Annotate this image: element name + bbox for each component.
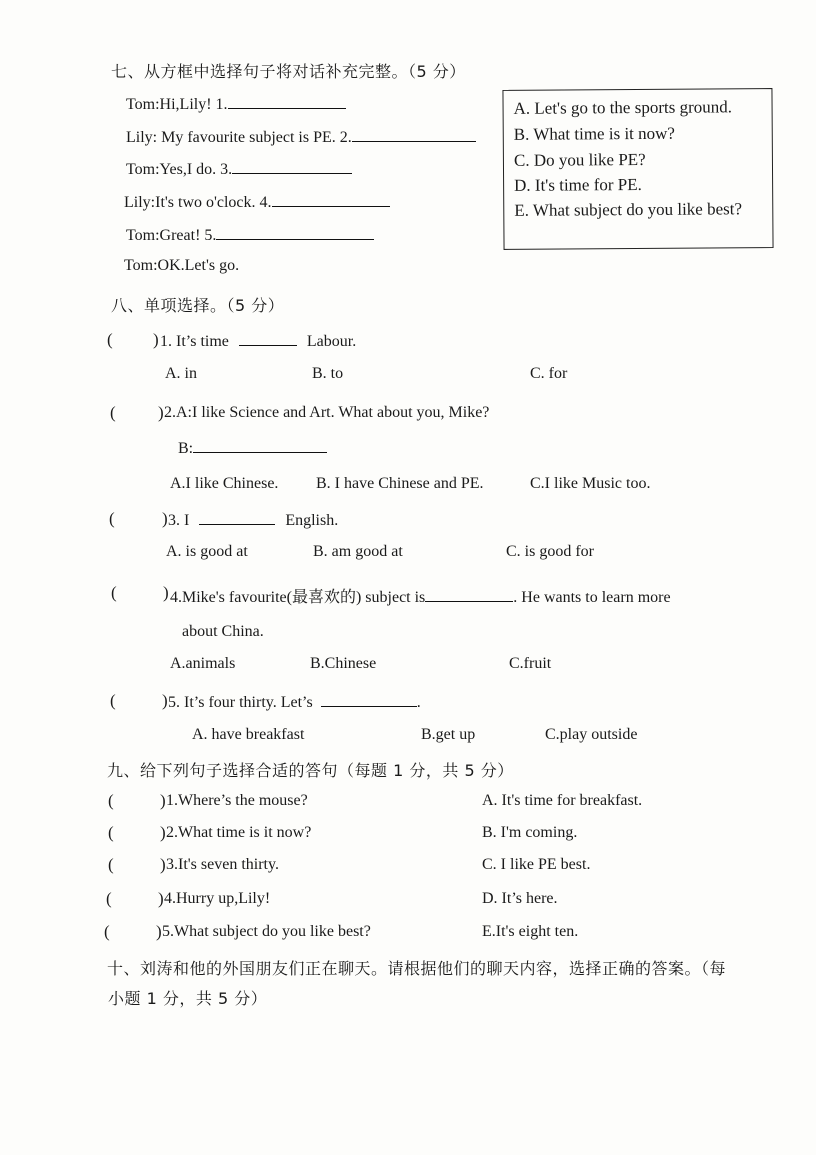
question-8-5: 5. It’s four thirty. Let’s . <box>168 694 421 711</box>
match-answer: A. It's time for breakfast. <box>482 792 643 809</box>
choice-b: B. am good at <box>313 543 403 560</box>
question-8-2: 2.A:I like Science and Art. What about you, Mike? <box>164 404 490 421</box>
answer-paren-open: ( <box>104 922 110 941</box>
option-b: B. What time is it now? <box>513 123 675 144</box>
choice-b: B.get up <box>421 726 476 743</box>
answer-blank[interactable] <box>232 159 352 174</box>
question-8-4-continued: about China. <box>182 623 264 640</box>
match-answer: D. It’s here. <box>482 890 558 907</box>
answer-paren-open: ( <box>109 509 115 528</box>
option-a: A. Let's go to the sports ground. <box>513 97 733 118</box>
match-question: 2.What time is it now? <box>166 824 312 841</box>
section-10-heading-continued: 小题 1 分，共 5 分） <box>108 989 268 1008</box>
section-8-heading: 八、单项选择。（5 分） <box>111 296 285 315</box>
answer-blank[interactable] <box>193 438 327 453</box>
answer-paren-open: ( <box>106 889 112 908</box>
dialogue-line-1: Tom:Hi,Lily! 1. <box>126 94 346 114</box>
choice-c: C. for <box>530 365 568 382</box>
options-box <box>502 88 773 250</box>
dialogue-line-6: Tom:OK.Let's go. <box>124 257 240 274</box>
dialogue-line-5: Tom:Great! 5. <box>126 225 374 245</box>
question-8-4: 4.Mike's favourite(最喜欢的) subject is . He wants to learn more <box>170 589 671 606</box>
answer-paren-close: ) <box>156 922 162 941</box>
answer-blank[interactable] <box>239 331 297 346</box>
match-question: 5.What subject do you like best? <box>162 923 371 940</box>
answer-blank[interactable] <box>216 225 374 240</box>
match-question: 1.Where’s the mouse? <box>166 792 308 809</box>
answer-blank[interactable] <box>272 192 390 207</box>
question-8-2-b-line: B: <box>178 438 327 458</box>
choice-a: A.animals <box>170 655 236 672</box>
section-9-heading: 九、给下列句子选择合适的答句（每题 1 分，共 5 分） <box>107 761 514 780</box>
match-answer: E.It's eight ten. <box>482 923 579 940</box>
section-10-heading: 十、刘涛和他的外国朋友们正在聊天。请根据他们的聊天内容，选择正确的答案。（每 <box>107 959 727 978</box>
option-e: E. What subject do you like best? <box>514 199 743 220</box>
answer-paren-close: ) <box>162 509 168 528</box>
answer-blank[interactable] <box>425 587 513 602</box>
choice-b: B. to <box>312 365 344 382</box>
match-answer: B. I'm coming. <box>482 824 578 841</box>
choice-a: A.I like Chinese. <box>170 475 279 492</box>
answer-paren-open: ( <box>107 330 113 349</box>
dialogue-line-2: Lily: My favourite subject is PE. 2. <box>126 127 476 147</box>
choice-c: C.fruit <box>509 655 552 672</box>
section-7-heading: 七、从方框中选择句子将对话补充完整。（5 分） <box>111 62 466 81</box>
dialogue-line-3: Tom:Yes,I do. 3. <box>126 159 352 179</box>
choice-a: A. have breakfast <box>192 726 305 743</box>
answer-paren-open: ( <box>110 403 116 422</box>
answer-blank[interactable] <box>352 127 476 142</box>
dialogue-line-4: Lily:It's two o'clock. 4. <box>124 192 390 212</box>
answer-paren-open: ( <box>111 583 117 602</box>
question-8-3: 3. I English. <box>168 512 339 529</box>
answer-paren-open: ( <box>108 855 114 874</box>
answer-paren-close: ) <box>153 330 159 349</box>
answer-paren-close: ) <box>163 583 169 602</box>
answer-paren-open: ( <box>108 823 114 842</box>
choice-b: B.Chinese <box>310 655 377 672</box>
answer-paren-open: ( <box>108 791 114 810</box>
answer-paren-open: ( <box>110 691 116 710</box>
choice-c: C.I like Music too. <box>530 475 651 492</box>
answer-paren-close: ) <box>160 823 166 842</box>
match-question: 4.Hurry up,Lily! <box>164 890 271 907</box>
answer-blank[interactable] <box>199 510 275 525</box>
answer-blank[interactable] <box>228 94 346 109</box>
option-c: C. Do you like PE? <box>513 149 646 170</box>
choice-a: A. is good at <box>166 543 248 560</box>
choice-a: A. in <box>165 365 197 382</box>
choice-b: B. I have Chinese and PE. <box>316 475 484 492</box>
answer-paren-close: ) <box>158 889 164 908</box>
match-answer: C. I like PE best. <box>482 856 591 873</box>
answer-paren-close: ) <box>160 855 166 874</box>
choice-c: C.play outside <box>545 726 638 743</box>
match-question: 3.It's seven thirty. <box>166 856 279 873</box>
choice-c: C. is good for <box>506 543 594 560</box>
answer-paren-close: ) <box>158 403 164 422</box>
question-8-1: 1. It’s time Labour. <box>160 333 357 350</box>
answer-paren-close: ) <box>160 791 166 810</box>
answer-paren-close: ) <box>162 691 168 710</box>
option-d: D. It's time for PE. <box>514 174 642 195</box>
answer-blank[interactable] <box>321 692 417 707</box>
